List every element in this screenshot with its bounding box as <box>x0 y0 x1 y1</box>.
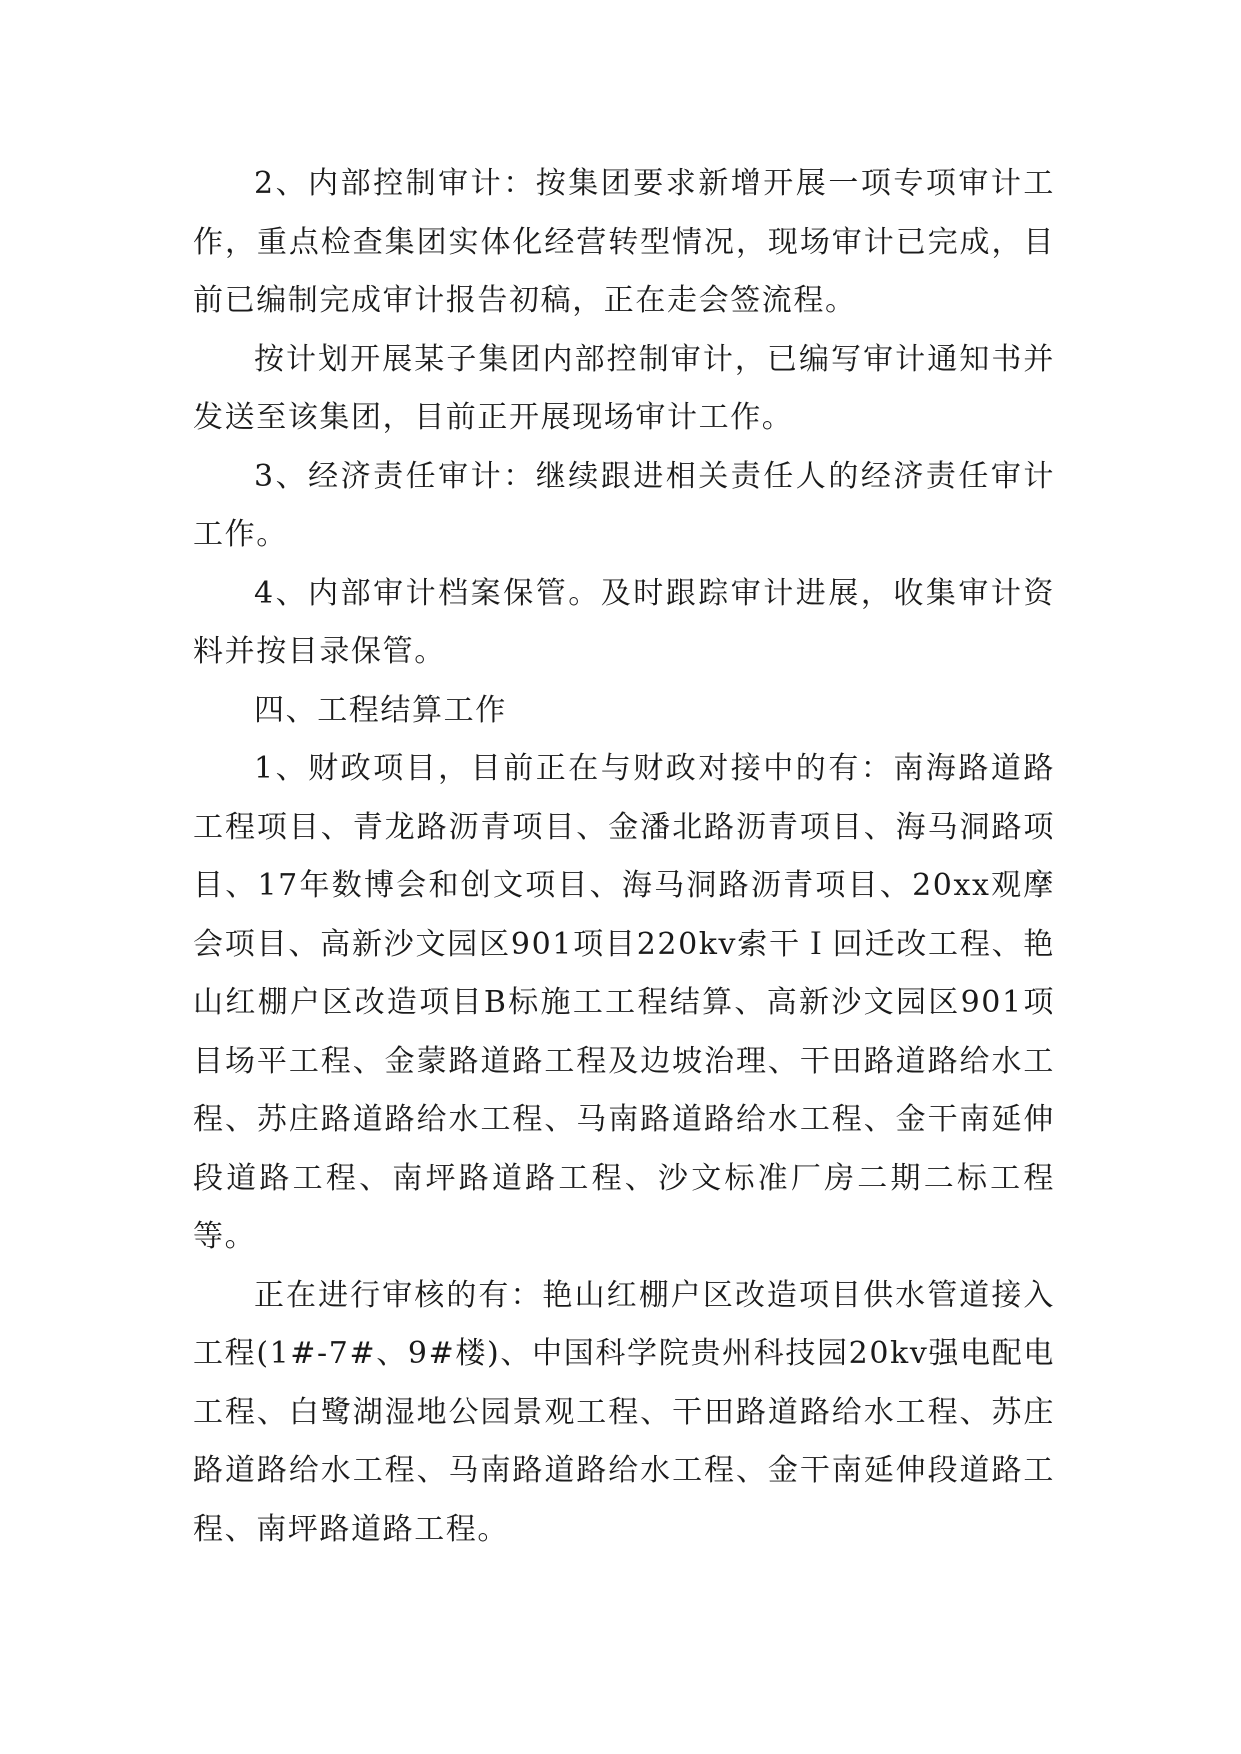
paragraph-subgroup-audit: 按计划开展某子集团内部控制审计，已编写审计通知书并发送至该集团，目前正开展现场审计工作。 <box>193 341 1055 435</box>
document-body <box>193 155 1055 1559</box>
section-heading-project-settlement: 四、工程结算工作 <box>254 692 507 728</box>
paragraph-economic-responsibility-audit: 3、经济责任审计：继续跟进相关责任人的经济责任审计工作。 <box>193 458 1055 552</box>
paragraph-audit-archive: 4、内部审计档案保管。及时跟踪审计进展，收集审计资料并按目录保管。 <box>193 575 1055 669</box>
paragraph-internal-control-audit: 2、内部控制审计：按集团要求新增开展一项专项审计工作，重点检查集团实体化经营转型情况，现场审计已完成，目前已编制完成审计报告初稿，正在走会签流程。 <box>193 166 1055 318</box>
paragraph-under-review: 正在进行审核的有：艳山红棚户区改造项目供水管道接入工程(1#-7#、9#楼)、中国科学院贵州科技园20kv强电配电工程、白鹭湖湿地公园景观工程、干田路道路给水工程、苏庄路道路给水工程、马南路道路给水工程、金干南延伸段道路工程、南坪路道路工程。 <box>193 1277 1055 1547</box>
paragraph-fiscal-projects: 1、财政项目，目前正在与财政对接中的有：南海路道路工程项目、青龙路沥青项目、金潘北路沥青项目、海马洞路项目、17年数博会和创文项目、海马洞路沥青项目、20xx观摩会项目、高新沙文园区901项目220kv索干Ｉ回迁改工程、艳山红棚户区改造项目B标施工工程结算、高新沙文园区901项目场平工程、金蒙路道路工程及边坡治理、干田路道路给水工程、苏庄路道路给水工程、马南路道路给水工程、金干南延伸段道路工程、南坪路道路工程、沙文标准厂房二期二标工程等。 <box>193 751 1055 1254</box>
